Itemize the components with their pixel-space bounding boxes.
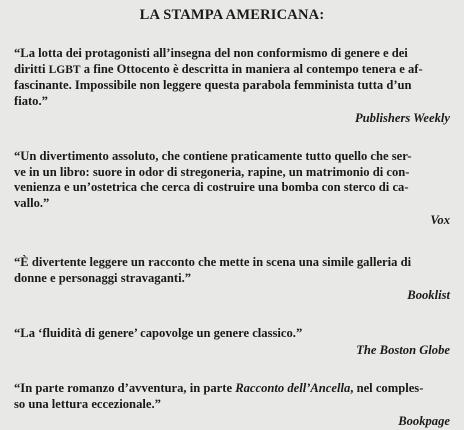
review-boston-globe: [14, 326, 450, 359]
quote-line-end: , nel comples-: [350, 380, 424, 395]
review-source: Bookpage: [398, 414, 450, 429]
quote-line-end: a fine Ottocento è descritta in maniera al contempo tenera e af-: [80, 61, 423, 76]
review-source: Booklist: [407, 288, 450, 303]
quote-line: “È divertente leggere un racconto che mette in scena una simile galleria di: [14, 254, 412, 269]
quote-line: “La ‘fluidità di genere’ capovolge un genere classico.”: [14, 325, 303, 340]
quote-line: fiato.”: [14, 93, 48, 108]
section-heading: LA STAMPA AMERICANA:: [139, 7, 325, 23]
review-source: Publishers Weekly: [354, 111, 450, 126]
book-title-italic: Racconto dell’Ancella: [235, 380, 351, 395]
quote-line: “Un divertimento assoluto, che contiene praticamente tutto quello che ser-: [14, 148, 412, 163]
review-publishers-weekly: [14, 46, 450, 127]
review-quote: [14, 255, 450, 286]
review-quote: [14, 381, 450, 412]
quote-line: so una lettura eccezionale.”: [14, 396, 161, 411]
quote-line: venienza e un’ostetrica che cerca di costruire una bomba con sterco di ca-: [14, 180, 409, 195]
quote-line: vallo.”: [14, 195, 50, 210]
review-source: The Boston Globe: [356, 343, 450, 358]
review-booklist: [14, 255, 450, 304]
quote-line: ve in un libro: suore in odor di stregoneria, rapine, un matrimonio di con-: [14, 164, 410, 179]
review-quote: [14, 326, 450, 342]
quote-line: “La lotta dei protagonisti all’insegna del non conformismo di genere e dei: [14, 46, 408, 60]
review-source: Vox: [430, 213, 450, 228]
quote-line-start: diritti: [14, 61, 49, 76]
review-quote: [14, 149, 450, 211]
quote-line: donne e personaggi stravaganti.”: [14, 270, 192, 285]
review-quote: [14, 46, 450, 109]
review-bookpage: [14, 381, 450, 430]
review-vox: [14, 149, 450, 229]
quote-line: fascinante. Impossibile non leggere questa parabola femminista tutta d’un: [14, 78, 412, 93]
acronym-lgbt: LGBT: [48, 63, 81, 76]
quote-line-start: “In parte romanzo d’avventura, in parte: [14, 380, 236, 395]
